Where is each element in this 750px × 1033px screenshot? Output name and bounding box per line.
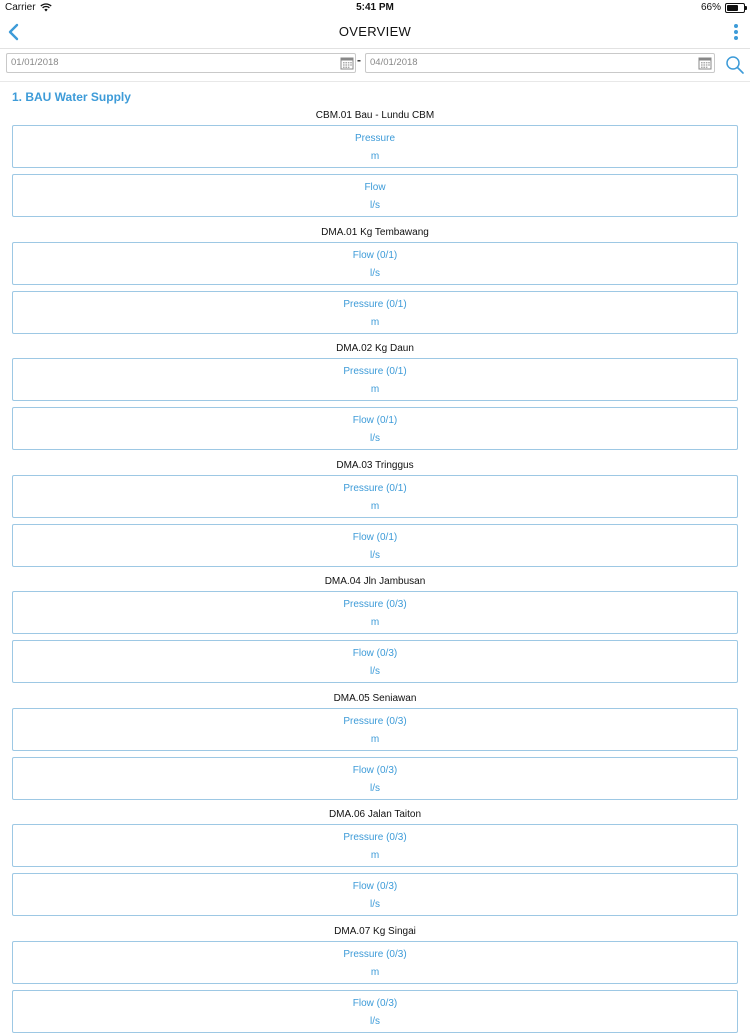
sensor-label: Flow (0/3) [352,881,398,892]
sensor-unit: m [370,316,380,328]
station-name: DMA.04 Jln Jambusan [324,576,426,587]
carrier-label: Carrier [5,2,36,13]
station-name: DMA.07 Kg Singai [334,925,416,937]
sensor-card[interactable] [12,708,738,751]
sensor-card[interactable] [12,475,738,518]
date-range-separator: - [357,53,361,67]
station-name: CBM.01 Bau - Lundu CBM [315,110,435,121]
station-name: DMA.06 Jalan Taiton [328,809,422,820]
sensor-label: Flow (0/3) [352,648,398,659]
sensor-card[interactable] [12,291,738,334]
sensor-label: Pressure (0/3) [343,599,407,610]
page-title: OVERVIEW [338,24,412,39]
sensor-label: Pressure (0/3) [343,715,407,727]
sensor-label: Flow (0/3) [352,997,398,1009]
sensor-unit: m [370,500,380,512]
station-name: DMA.02 Kg Daun [336,343,414,354]
sensor-unit: l/s [370,267,380,279]
start-date-value: 01/01/2018 [11,57,59,68]
sensor-label: Pressure (0/1) [343,482,407,494]
station-name: DMA.05 Seniawan [333,692,417,704]
sensor-label: Flow (0/3) [352,764,398,776]
sensor-unit: m [370,966,380,978]
sensor-label: Pressure [354,133,395,144]
sensor-unit: m [370,733,380,745]
sensor-card[interactable] [12,125,738,168]
sensor-unit: l/s [370,782,380,794]
sensor-unit: m [370,384,380,395]
sensor-card[interactable] [12,174,738,217]
sensor-unit: l/s [370,899,380,910]
sensor-label: Flow (0/1) [352,249,398,261]
end-date-value: 04/01/2018 [370,57,418,68]
battery-percent: 66% [700,2,721,13]
sensor-label: Pressure (0/3) [343,832,407,843]
sensor-card[interactable] [12,941,738,984]
sensor-unit: l/s [370,200,380,211]
sensor-card[interactable] [12,757,738,800]
sensor-card[interactable] [12,873,738,916]
sensor-unit: l/s [370,433,380,444]
sensor-unit: l/s [370,1015,380,1027]
station-name: DMA.01 Kg Tembawang [321,226,429,238]
sensor-label: Flow (0/1) [352,531,398,543]
sensor-card[interactable] [12,524,738,567]
sensor-unit: m [370,617,380,628]
status-time: 5:41 PM [356,2,394,13]
sensor-card[interactable] [12,990,738,1033]
sensor-unit: m [370,151,380,162]
sensor-label: Flow [364,182,386,193]
sensor-card[interactable] [12,358,738,401]
sensor-unit: l/s [370,549,380,561]
sensor-unit: l/s [370,666,380,677]
sensor-card[interactable] [12,591,738,634]
sensor-label: Pressure (0/1) [343,298,407,310]
group-title: 1. BAU Water Supply [12,90,131,104]
sensor-label: Pressure (0/3) [343,948,407,960]
sensor-label: Flow (0/1) [352,415,398,426]
station-name: DMA.03 Tringgus [336,459,414,471]
sensor-unit: m [370,850,380,861]
sensor-card[interactable] [12,407,738,450]
sensor-card[interactable] [12,824,738,867]
sensor-card[interactable] [12,640,738,683]
sensor-label: Pressure (0/1) [343,366,407,377]
sensor-card[interactable] [12,242,738,285]
